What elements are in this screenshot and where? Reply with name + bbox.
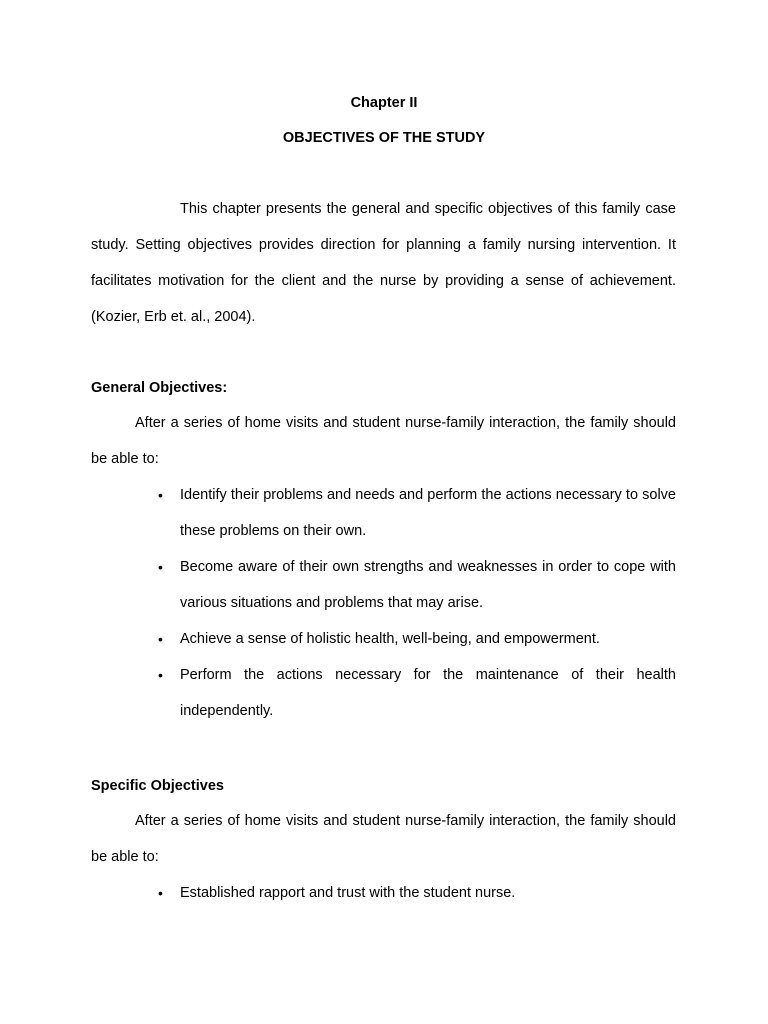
list-item <box>91 657 676 729</box>
list-item-text: Established rapport and trust with the student nurse. <box>180 885 516 901</box>
page-title: OBJECTIVES OF THE STUDY <box>282 130 486 146</box>
list-item-text: Identify their problems and needs and perform the actions necessary to solve these problems on their own. <box>180 487 676 539</box>
bullet-icon: • <box>158 487 163 503</box>
bullet-icon: • <box>158 631 163 647</box>
general-objectives-heading: General Objectives: <box>91 380 228 396</box>
general-objectives-lead: After a series of home visits and student nurse-family interaction, the family should be able to: <box>91 415 676 467</box>
list-item <box>91 621 676 657</box>
list-item-text: Become aware of their own strengths and weaknesses in order to cope with various situations and problems that may arise. <box>180 559 676 611</box>
list-item-text: Perform the actions necessary for the maintenance of their health independently. <box>180 667 676 719</box>
specific-objectives-list <box>91 875 676 911</box>
list-item <box>91 477 676 549</box>
list-item <box>91 875 676 911</box>
list-item-text: Achieve a sense of holistic health, well-being, and empowerment. <box>180 631 600 647</box>
list-item <box>91 549 676 621</box>
bullet-icon: • <box>158 667 163 683</box>
bullet-icon: • <box>158 559 163 575</box>
chapter-label: Chapter II <box>350 95 418 111</box>
general-objectives-list <box>91 477 676 729</box>
bullet-icon: • <box>158 885 163 901</box>
specific-objectives-lead: After a series of home visits and student nurse-family interaction, the family should be able to: <box>91 813 676 865</box>
intro-paragraph: This chapter presents the general and specific objectives of this family case study. Setting objectives provides direction for planning a family nursing intervention. It facilitates motivation for the client and the nurse by providing a sense of achievement. (Kozier, Erb et. al., 2004). <box>91 201 676 325</box>
specific-objectives-heading: Specific Objectives <box>91 778 224 794</box>
